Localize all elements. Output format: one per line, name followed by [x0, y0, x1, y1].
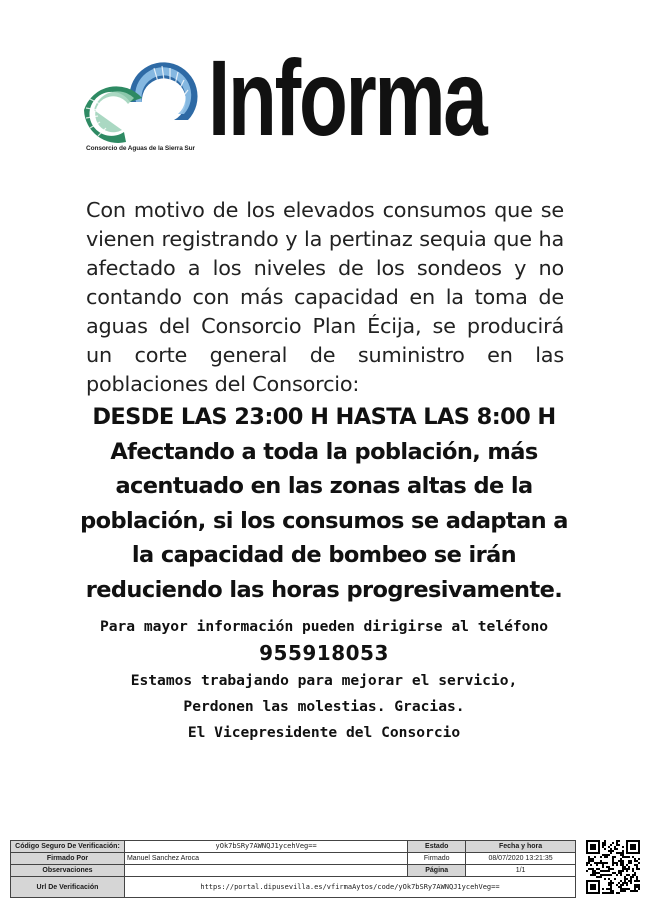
- qr-code-icon: [586, 840, 640, 894]
- csv-label: Código Seguro De Verificación:: [11, 841, 125, 853]
- highlight-block: [60, 400, 588, 607]
- highlight-line: reduciendo las horas progresivamente.: [85, 576, 563, 603]
- fecha-value: 08/07/2020 13:21:35: [466, 853, 576, 865]
- page-title: Informa: [208, 37, 486, 158]
- closing-line: Estamos trabajando para mejorar el servicio,: [130, 672, 518, 689]
- csv-value: yOk7bSRy7AWNQJ1ycehVeg==: [124, 841, 407, 853]
- highlight-line: acentuado en las zonas altas de la: [115, 473, 533, 499]
- firmado-por-value: Manuel Sanchez Aroca: [124, 853, 407, 865]
- highlight-line: Afectando a toda la población, más: [110, 438, 538, 465]
- logo-caption: Consorcio de Aguas de la Sierra Sur: [86, 145, 195, 152]
- observaciones-label: Observaciones: [11, 865, 125, 877]
- observaciones-value: [124, 865, 407, 877]
- url-label: Url De Verificación: [11, 877, 125, 898]
- pagina-label: Página: [408, 865, 466, 877]
- pagina-value: 1/1: [466, 865, 576, 877]
- intro-paragraph: Con motivo de los elevados consumos que se vienen registrando y la pertinaz sequia que ha afectado a los niveles de los sondeos y no contando con más capacidad en la toma de aguas del Consorcio Plan Écija, se producirá un corte general de suministro en las poblaciones del Consorcio:: [86, 198, 564, 396]
- estado-label: Estado: [408, 841, 466, 853]
- contact-info: Para mayor información pueden dirigirse al teléfono: [99, 618, 549, 635]
- verification-url[interactable]: https://portal.dipusevilla.es/vfirmaAytos/code/yOk7bSRy7AWNQJ1ycehVeg==: [124, 877, 575, 898]
- highlight-line: población, si los consumos se adaptan a: [80, 507, 568, 534]
- closing-line: Perdonen las molestias. Gracias.: [183, 698, 465, 715]
- estado-value: Firmado: [408, 853, 466, 865]
- fecha-label: Fecha y hora: [466, 841, 576, 853]
- closing-line: El Vicepresidente del Consorcio: [187, 724, 461, 741]
- signature-table: [10, 840, 576, 898]
- highlight-line: la capacidad de bombeo se irán: [131, 542, 517, 568]
- highlight-line: DESDE LAS 23:00 H HASTA LAS 8:00 H: [92, 404, 556, 430]
- firmado-por-label: Firmado Por: [11, 853, 125, 865]
- phone-number: 955918053: [259, 641, 389, 665]
- contact-block: [40, 616, 608, 746]
